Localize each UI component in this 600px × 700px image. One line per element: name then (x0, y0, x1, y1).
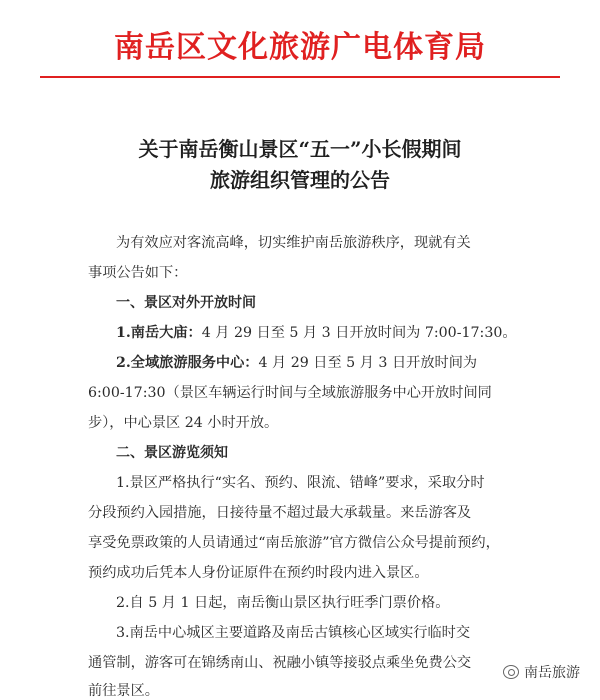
section-2-heading: 二、景区游览须知 (116, 445, 228, 461)
section-1-item-2-cont-2: 步），中心景区 24 小时开放。 (88, 415, 279, 431)
item-label: 2.全域旅游服务中心： (116, 355, 259, 371)
section-2-item-3-line-1: 3.南岳中心城区主要道路及南岳古镇核心区域实行临时交 (116, 625, 471, 641)
section-2-item-1-line-2: 分段预约入园措施，日接待量不超过最大承载量。来岳游客及 (88, 505, 472, 521)
watermark (503, 662, 580, 682)
section-2-item-1-line-1: 1.景区严格执行“实名、预约、限流、错峰”要求，采取分时 (116, 475, 485, 491)
intro-line-2: 事项公告如下： (88, 265, 188, 281)
section-1-item-1 (116, 322, 517, 342)
section-1-item-2 (116, 352, 477, 372)
section-1-heading: 一、景区对外开放时间 (116, 295, 256, 311)
item-label: 1.南岳大庙： (116, 325, 202, 341)
section-2-item-3-line-2: 通管制，游客可在锦绣南山、祝融小镇等接驳点乘坐免费公交 (88, 655, 472, 671)
notice-title-line-1: 关于南岳衡山景区“五一”小长假期间 (138, 137, 462, 161)
letterhead-divider (40, 76, 560, 78)
section-2-item-1-line-4: 预约成功后凭本人身份证原件在预约时段内进入景区。 (88, 565, 429, 581)
letterhead: 南岳区文化旅游广电体育局 (114, 30, 486, 65)
notice-title-line-2: 旅游组织管理的公告 (210, 168, 390, 192)
section-1-item-2-cont-1: 6:00-17:30（景区车辆运行时间与全域旅游服务中心开放时间同 (88, 385, 492, 401)
item-text: 4 月 29 日至 5 月 3 日开放时间为 7:00-17:30。 (201, 325, 517, 341)
intro-line-1: 为有效应对客流高峰，切实维护南岳旅游秩序，现就有关 (116, 235, 471, 251)
wechat-icon (503, 665, 519, 679)
watermark-text: 南岳旅游 (524, 665, 580, 681)
section-2-item-3-line-3: 前往景区。 (88, 683, 159, 699)
section-2-item-2: 2.自 5 月 1 日起，南岳衡山景区执行旺季门票价格。 (116, 595, 450, 611)
item-text: 4 月 29 日至 5 月 3 日开放时间为 (258, 355, 478, 371)
section-2-item-1-line-3: 享受免票政策的人员请通过“南岳旅游”官方微信公众号提前预约， (88, 535, 500, 551)
